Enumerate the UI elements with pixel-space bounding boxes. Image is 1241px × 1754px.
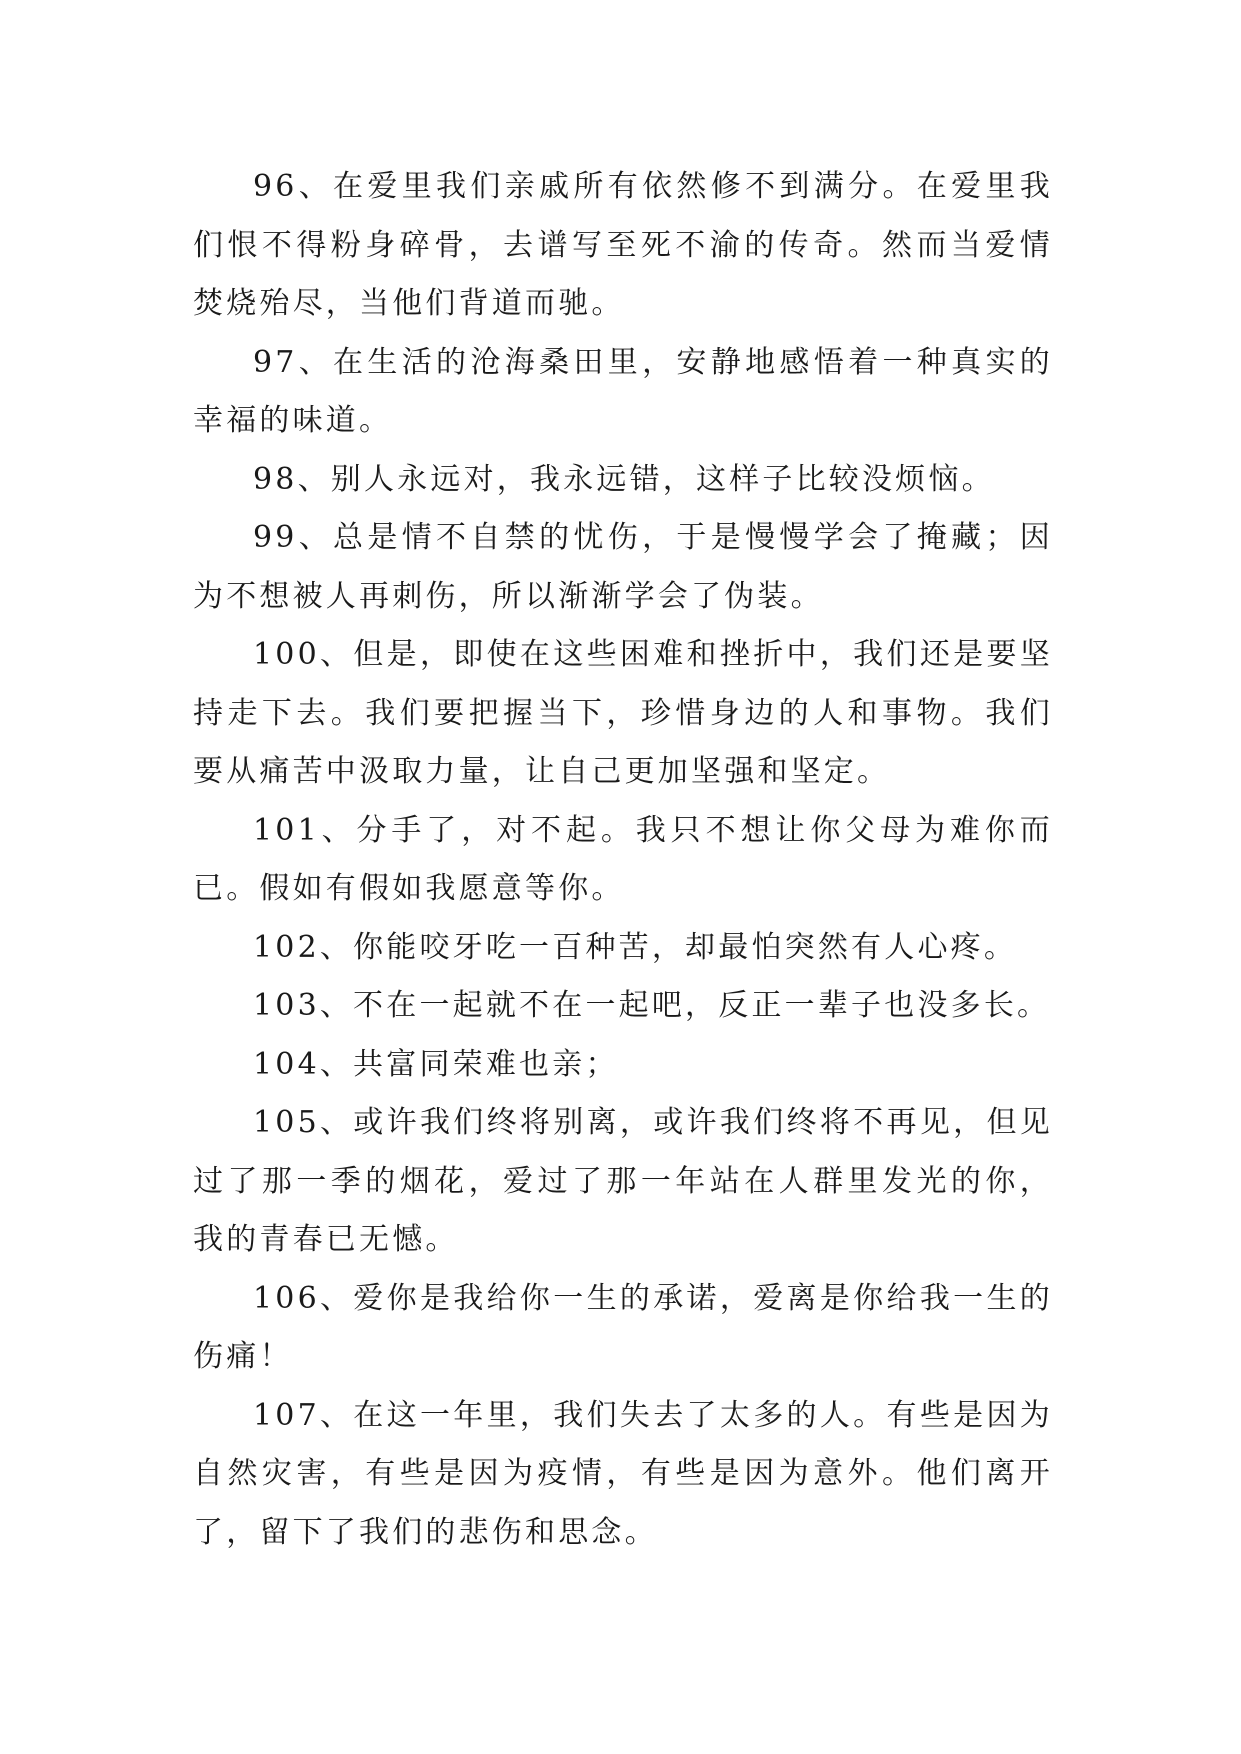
- paragraph-107: 107、在这一年里，我们失去了太多的人。有些是因为自然灾害，有些是因为疫情，有些是因为意外。他们离开了，留下了我们的悲伤和思念。: [193, 1397, 1053, 1550]
- paragraph-96: 96、在爱里我们亲戚所有依然修不到满分。在爱里我们恨不得粉身碎骨，去谱写至死不渝的传奇。然而当爱情焚烧殆尽，当他们背道而驰。: [193, 169, 1053, 321]
- paragraph-104: 104、共富同荣难也亲；: [253, 1046, 619, 1082]
- document-body: [193, 158, 1053, 1562]
- paragraph-105: 105、或许我们终将别离，或许我们终将不再见，但见过了那一季的烟花，爱过了那一年站在人群里发光的你，我的青春已无憾。: [193, 1105, 1053, 1257]
- paragraph-106: 106、爱你是我给你一生的承诺，爱离是你给我一生的伤痛！: [193, 1280, 1053, 1374]
- paragraph-100: 100、但是，即使在这些困难和挫折中，我们还是要坚持走下去。我们要把握当下，珍惜身边的人和事物。我们要从痛苦中汲取力量，让自己更加坚强和坚定。: [193, 637, 1053, 789]
- paragraph-97: 97、在生活的沧海桑田里，安静地感悟着一种真实的幸福的味道。: [193, 344, 1053, 438]
- paragraph-101: 101、分手了，对不起。我只不想让你父母为难你而已。假如有假如我愿意等你。: [193, 812, 1053, 906]
- paragraph-98: 98、别人永远对，我永远错，这样子比较没烦恼。: [253, 461, 995, 497]
- paragraph-103: 103、不在一起就不在一起吧，反正一辈子也没多长。: [253, 988, 1051, 1023]
- paragraph-102: 102、你能咬牙吃一百种苦，却最怕突然有人心疼。: [253, 929, 1018, 965]
- paragraph-99: 99、总是情不自禁的忧伤，于是慢慢学会了掩藏；因为不想被人再刺伤，所以渐渐学会了伪装。: [193, 520, 1053, 614]
